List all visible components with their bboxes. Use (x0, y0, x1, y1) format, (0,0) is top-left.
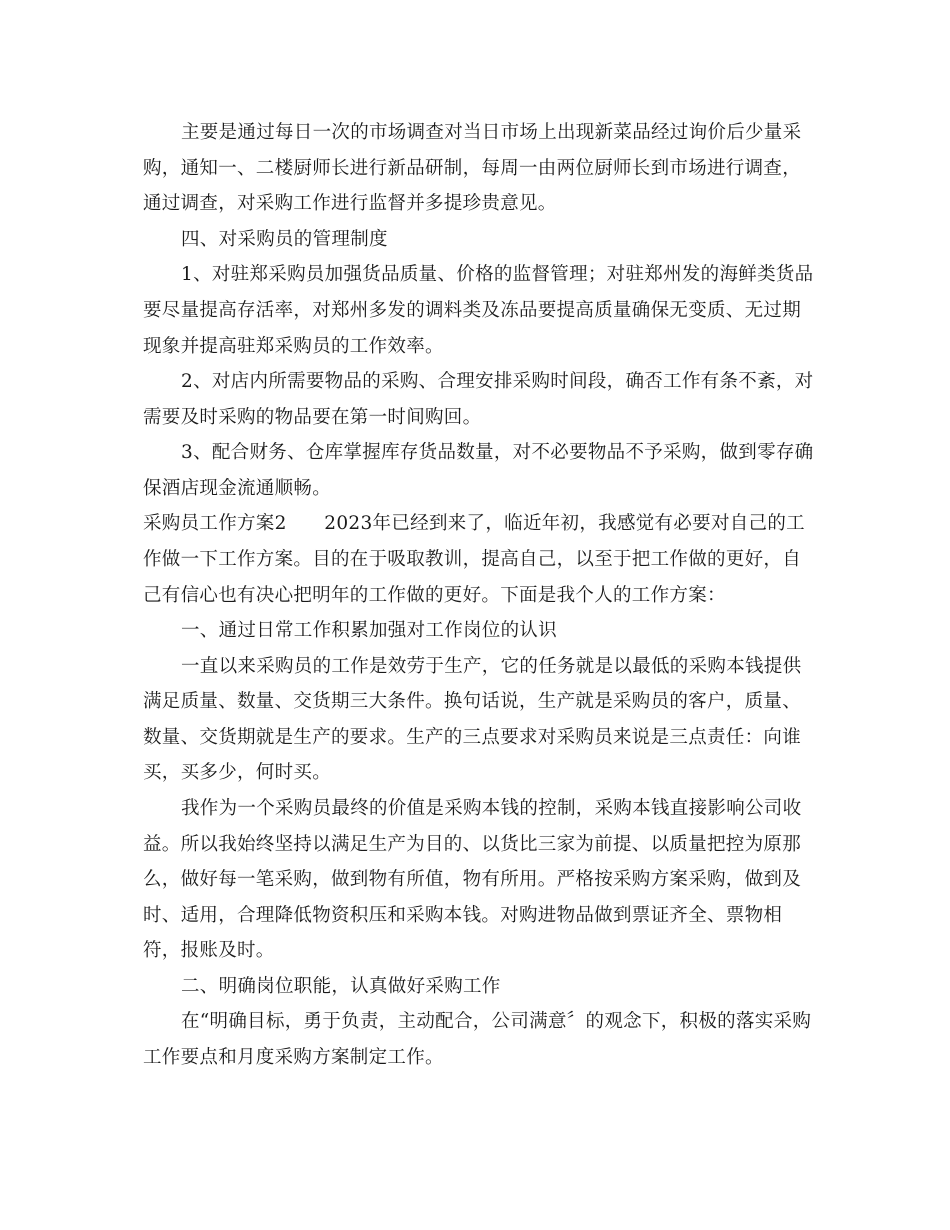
section-heading: 一、通过日常工作积累加强对工作岗位的认识 (181, 620, 558, 641)
section-heading: 四、对采购员的管理制度 (181, 229, 388, 250)
section-heading: 二、明确岗位职能，认真做好采购工作 (181, 976, 501, 997)
text-line: 么，做好每一笔采购，做到物有所值，物有所用。严格按采购方案采购，做到及 (143, 869, 802, 890)
text-line: 在“明确目标，勇于负责，主动配合，公司满意〞的观念下，积极的落实采购 (181, 1011, 812, 1032)
text-line: 我作为一个采购员最终的价值是采购本钱的控制，采购本钱直接影响公司收 (181, 798, 802, 819)
text-line: 满足质量、数量、交货期三大条件。换句话说，生产就是采购员的客户，质量、 (143, 691, 802, 712)
text-line: 时、适用，合理降低物资积压和采购本钱。对购进物品做到票证齐全、票物相 (143, 905, 783, 926)
text-line: 买，买多少，何时买。 (143, 762, 332, 783)
text-line: 2、对店内所需要物品的采购、合理安排采购时间段，确否工作有条不紊，对 (181, 371, 814, 392)
text-line: 通过调查，对采购工作进行监督并多提珍贵意见。 (143, 193, 557, 214)
text-line: 要尽量提高存活率，对郑州多发的调料类及冻品要提高质量确保无变质、无过期 (143, 300, 802, 321)
text-line: 现象并提高驻郑采购员的工作效率。 (143, 336, 444, 357)
text-line: 符，报账及时。 (143, 940, 275, 961)
text-line: 购，通知一、二楼厨师长进行新品研制，每周一由两位厨师长到市场进行调查， (143, 158, 802, 179)
text-line: 采购员工作方案2 2023年已经到来了，临近年初，我感觉有必要对自己的工 (143, 513, 805, 534)
text-line: 需要及时采购的物品要在第一时间购回。 (143, 407, 482, 428)
text-line: 一直以来采购员的工作是效劳于生产，它的任务就是以最低的采购本钱提供 (181, 656, 802, 677)
text-line: 益。所以我始终坚持以满足生产为目的、以货比三家为前提、以质量把控为原那 (143, 834, 802, 855)
text-line: 主要是通过每日一次的市场调查对当日市场上出现新菜品经过询价后少量采 (181, 122, 802, 143)
text-line: 数量、交货期就是生产的要求。生产的三点要求对采购员来说是三点责任：向谁 (143, 727, 802, 748)
text-line: 工作要点和月度采购方案制定工作。 (143, 1047, 444, 1068)
text-line: 作做一下工作方案。目的在于吸取教训，提高自己，以至于把工作做的更好，自 (143, 549, 802, 570)
text-line: 保酒店现金流通顺畅。 (143, 478, 332, 499)
text-line: 1、对驻郑采购员加强货品质量、价格的监督管理；对驻郑州发的海鲜类货品 (181, 264, 814, 285)
text-line: 己有信心也有决心把明年的工作做的更好。下面是我个人的工作方案： (143, 585, 726, 606)
text-line: 3、配合财务、仓库掌握库存货品数量，对不必要物品不予采购，做到零存确 (181, 442, 814, 463)
